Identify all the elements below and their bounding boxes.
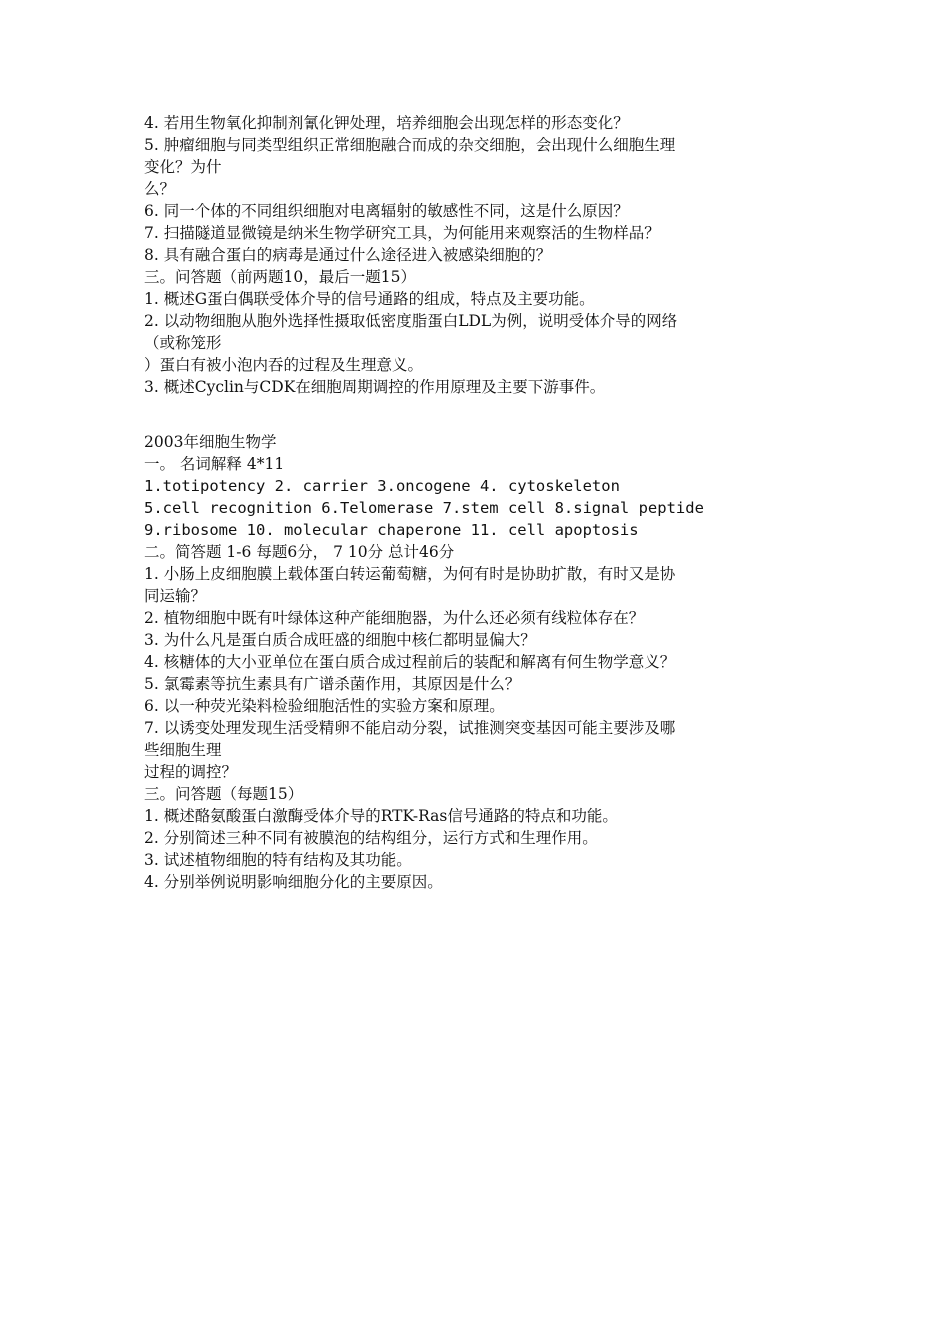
question-line: ）蛋白有被小泡内吞的过程及生理意义。	[144, 356, 424, 374]
question-line: 1. 概述酪氨酸蛋白激酶受体介导的RTK-Ras信号通路的特点和功能。	[144, 807, 618, 825]
question-line: 3. 为什么凡是蛋白质合成旺盛的细胞中核仁都明显偏大？	[144, 631, 536, 649]
question-line: 4. 若用生物氧化抑制剂氰化钾处理，培养细胞会出现怎样的形态变化？	[144, 114, 629, 132]
question-line: 2. 以动物细胞从胞外选择性摄取低密度脂蛋白LDL为例，说明受体介导的网络	[144, 312, 678, 330]
exam-title: 2003年细胞生物学	[144, 433, 277, 451]
question-line: 1. 概述G蛋白偶联受体介导的信号通路的组成，特点及主要功能。	[144, 290, 595, 308]
question-line: 7. 以诱变处理发现生活受精卵不能启动分裂，试推测突变基因可能主要涉及哪	[144, 719, 676, 737]
question-line: 么？	[144, 180, 176, 198]
question-line: 5. 氯霉素等抗生素具有广谱杀菌作用，其原因是什么？	[144, 675, 521, 693]
section-heading: 三。问答题（每题15）	[144, 785, 304, 803]
question-line: （或称笼形	[144, 334, 222, 352]
question-line: 2. 植物细胞中既有叶绿体这种产能细胞器，为什么还必须有线粒体存在？	[144, 609, 645, 627]
question-line: 同运输？	[144, 587, 207, 605]
section-heading: 二。简答题 1-6 每题6分， 7 10分 总计46分	[144, 543, 455, 561]
question-line: 6. 同一个体的不同组织细胞对电离辐射的敏感性不同，这是什么原因？	[144, 202, 629, 220]
question-line: 3. 试述植物细胞的特有结构及其功能。	[144, 851, 412, 869]
section-heading: 三。问答题（前两题10，最后一题15）	[144, 268, 416, 286]
question-line: 4. 核糖体的大小亚单位在蛋白质合成过程前后的装配和解离有何生物学意义？	[144, 653, 676, 671]
question-line: 5. 肿瘤细胞与同类型组织正常细胞融合而成的杂交细胞，会出现什么细胞生理	[144, 136, 676, 154]
document-body	[144, 112, 812, 893]
question-line: 8. 具有融合蛋白的病毒是通过什么途径进入被感染细胞的？	[144, 246, 552, 264]
question-line: 7. 扫描隧道显微镜是纳米生物学研究工具，为何能用来观察活的生物样品？	[144, 224, 660, 242]
section-heading: 一。 名词解释 4*11	[144, 455, 285, 473]
term-list-line: 9.ribosome 10. molecular chaperone 11. cell apoptosis	[144, 521, 639, 539]
question-line: 3. 概述Cyclin与CDK在细胞周期调控的作用原理及主要下游事件。	[144, 378, 606, 396]
question-line: 1. 小肠上皮细胞膜上载体蛋白转运葡萄糖，为何有时是协助扩散，有时又是协	[144, 565, 676, 583]
question-line: 变化？为什	[144, 158, 222, 176]
question-line: 4. 分别举例说明影响细胞分化的主要原因。	[144, 873, 443, 891]
question-line: 些细胞生理	[144, 741, 222, 759]
section-spacer	[144, 398, 812, 431]
term-list-line: 1.totipotency 2. carrier 3.oncogene 4. cytoskeleton	[144, 477, 620, 495]
question-line: 6. 以一种荧光染料检验细胞活性的实验方案和原理。	[144, 697, 505, 715]
question-line: 2. 分别简述三种不同有被膜泡的结构组分，运行方式和生理作用。	[144, 829, 598, 847]
term-list-line: 5.cell recognition 6.Telomerase 7.stem cell 8.signal peptide	[144, 499, 704, 517]
question-line: 过程的调控？	[144, 763, 238, 781]
previous-exam-section	[144, 112, 812, 398]
exam-2003-section	[144, 431, 812, 893]
